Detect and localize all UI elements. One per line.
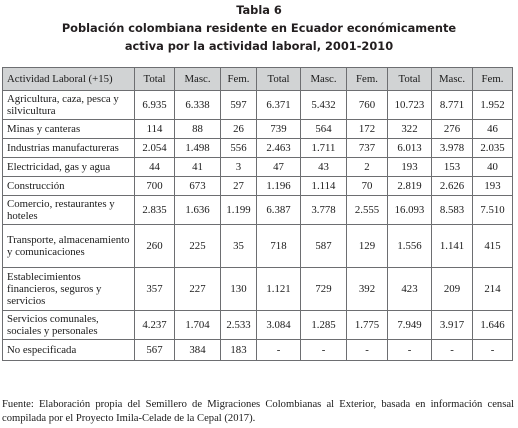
table-row bbox=[3, 139, 513, 158]
cell: 1.121 bbox=[257, 268, 301, 311]
cell: 70 bbox=[347, 177, 388, 196]
table-row bbox=[3, 91, 513, 120]
cell: 739 bbox=[257, 120, 301, 139]
cell: - bbox=[473, 340, 513, 361]
cell: 392 bbox=[347, 268, 388, 311]
header-activity: Actividad Laboral (+15) bbox=[3, 68, 135, 91]
cell: 227 bbox=[175, 268, 221, 311]
cell: 357 bbox=[135, 268, 175, 311]
row-label: Comercio, restaurantes y hoteles bbox=[3, 196, 135, 225]
cell: 88 bbox=[175, 120, 221, 139]
row-label: Industrias manufactureras bbox=[3, 139, 135, 158]
cell: 567 bbox=[135, 340, 175, 361]
cell: 193 bbox=[473, 177, 513, 196]
cell: 276 bbox=[432, 120, 473, 139]
cell: 6.387 bbox=[257, 196, 301, 225]
header-total-3: Total bbox=[388, 68, 432, 91]
cell: 8.583 bbox=[432, 196, 473, 225]
cell: 4.237 bbox=[135, 311, 175, 340]
cell: 46 bbox=[473, 120, 513, 139]
cell: 718 bbox=[257, 225, 301, 268]
cell: 556 bbox=[221, 139, 257, 158]
cell: 3.084 bbox=[257, 311, 301, 340]
cell: 183 bbox=[221, 340, 257, 361]
cell: 35 bbox=[221, 225, 257, 268]
cell: 2.555 bbox=[347, 196, 388, 225]
cell: 729 bbox=[301, 268, 347, 311]
cell: - bbox=[347, 340, 388, 361]
cell: 1.711 bbox=[301, 139, 347, 158]
cell: - bbox=[301, 340, 347, 361]
header-row bbox=[3, 68, 513, 91]
cell: 2.463 bbox=[257, 139, 301, 158]
cell: 1.775 bbox=[347, 311, 388, 340]
cell: 40 bbox=[473, 158, 513, 177]
cell: 1.636 bbox=[175, 196, 221, 225]
table-row bbox=[3, 120, 513, 139]
cell: 1.646 bbox=[473, 311, 513, 340]
cell: 41 bbox=[175, 158, 221, 177]
table-row bbox=[3, 158, 513, 177]
table-row bbox=[3, 311, 513, 340]
cell: 1.199 bbox=[221, 196, 257, 225]
cell: 7.510 bbox=[473, 196, 513, 225]
table-row bbox=[3, 196, 513, 225]
cell: 114 bbox=[135, 120, 175, 139]
row-label: Establecimientos financieros, seguros y servicios bbox=[3, 268, 135, 311]
header-masc-2001: Masc. bbox=[175, 68, 221, 91]
row-label: Construcción bbox=[3, 177, 135, 196]
cell: 130 bbox=[221, 268, 257, 311]
cell: - bbox=[388, 340, 432, 361]
cell: 415 bbox=[473, 225, 513, 268]
table-title-line-2: activa por la actividad laboral, 2001-2010 bbox=[124, 39, 394, 53]
row-label: Minas y canteras bbox=[3, 120, 135, 139]
cell: 172 bbox=[347, 120, 388, 139]
table-row bbox=[3, 268, 513, 311]
row-label: No especificada bbox=[3, 340, 135, 361]
cell: 322 bbox=[388, 120, 432, 139]
row-label: Servicios comunales, sociales y personales bbox=[3, 311, 135, 340]
cell: 44 bbox=[135, 158, 175, 177]
cell: 760 bbox=[347, 91, 388, 120]
cell: 1.704 bbox=[175, 311, 221, 340]
source-note: Fuente: Elaboración propia del Semillero de Migraciones Colombianas al Exterior, basada en información censal compilada por el Proyecto Imila-Celade de la Cepal (2017). bbox=[2, 399, 514, 424]
cell: 564 bbox=[301, 120, 347, 139]
table-row bbox=[3, 177, 513, 196]
data-table bbox=[2, 67, 513, 361]
cell: 6.013 bbox=[388, 139, 432, 158]
cell: 7.949 bbox=[388, 311, 432, 340]
row-label: Transporte, almacenamiento y comunicaciones bbox=[3, 225, 135, 268]
cell: 1.141 bbox=[432, 225, 473, 268]
table-title-line-1: Población colombiana residente en Ecuador económicamente bbox=[61, 21, 457, 35]
cell: 47 bbox=[257, 158, 301, 177]
cell: 27 bbox=[221, 177, 257, 196]
cell: 1.285 bbox=[301, 311, 347, 340]
cell: 587 bbox=[301, 225, 347, 268]
cell: - bbox=[432, 340, 473, 361]
table-caption bbox=[0, 1, 518, 55]
row-label: Electricidad, gas y agua bbox=[3, 158, 135, 177]
table-row bbox=[3, 225, 513, 268]
cell: 2.626 bbox=[432, 177, 473, 196]
cell: 2 bbox=[347, 158, 388, 177]
cell: 384 bbox=[175, 340, 221, 361]
table-number: Tabla 6 bbox=[236, 3, 282, 17]
row-label: Agricultura, caza, pesca y silvicultura bbox=[3, 91, 135, 120]
cell: 10.723 bbox=[388, 91, 432, 120]
cell: 700 bbox=[135, 177, 175, 196]
cell: 423 bbox=[388, 268, 432, 311]
cell: 6.935 bbox=[135, 91, 175, 120]
cell: 2.054 bbox=[135, 139, 175, 158]
cell: 1.114 bbox=[301, 177, 347, 196]
cell: 225 bbox=[175, 225, 221, 268]
cell: 3.978 bbox=[432, 139, 473, 158]
cell: 1.196 bbox=[257, 177, 301, 196]
cell: 193 bbox=[388, 158, 432, 177]
cell: 209 bbox=[432, 268, 473, 311]
cell: 597 bbox=[221, 91, 257, 120]
cell: 1.952 bbox=[473, 91, 513, 120]
cell: 3 bbox=[221, 158, 257, 177]
cell: 1.498 bbox=[175, 139, 221, 158]
cell: 2.035 bbox=[473, 139, 513, 158]
header-total-2001: Total bbox=[135, 68, 175, 91]
cell: 3.917 bbox=[432, 311, 473, 340]
header-fem-3: Fem. bbox=[473, 68, 513, 91]
header-fem-2001: Fem. bbox=[221, 68, 257, 91]
header-masc-2: Masc. bbox=[301, 68, 347, 91]
cell: 6.338 bbox=[175, 91, 221, 120]
cell: 2.533 bbox=[221, 311, 257, 340]
cell: 43 bbox=[301, 158, 347, 177]
cell: 129 bbox=[347, 225, 388, 268]
cell: - bbox=[257, 340, 301, 361]
cell: 5.432 bbox=[301, 91, 347, 120]
cell: 6.371 bbox=[257, 91, 301, 120]
cell: 737 bbox=[347, 139, 388, 158]
cell: 214 bbox=[473, 268, 513, 311]
cell: 3.778 bbox=[301, 196, 347, 225]
cell: 1.556 bbox=[388, 225, 432, 268]
cell: 2.835 bbox=[135, 196, 175, 225]
cell: 26 bbox=[221, 120, 257, 139]
cell: 153 bbox=[432, 158, 473, 177]
header-total-2: Total bbox=[257, 68, 301, 91]
table-row bbox=[3, 340, 513, 361]
header-masc-3: Masc. bbox=[432, 68, 473, 91]
cell: 2.819 bbox=[388, 177, 432, 196]
cell: 260 bbox=[135, 225, 175, 268]
cell: 673 bbox=[175, 177, 221, 196]
cell: 16.093 bbox=[388, 196, 432, 225]
header-fem-2: Fem. bbox=[347, 68, 388, 91]
cell: 8.771 bbox=[432, 91, 473, 120]
